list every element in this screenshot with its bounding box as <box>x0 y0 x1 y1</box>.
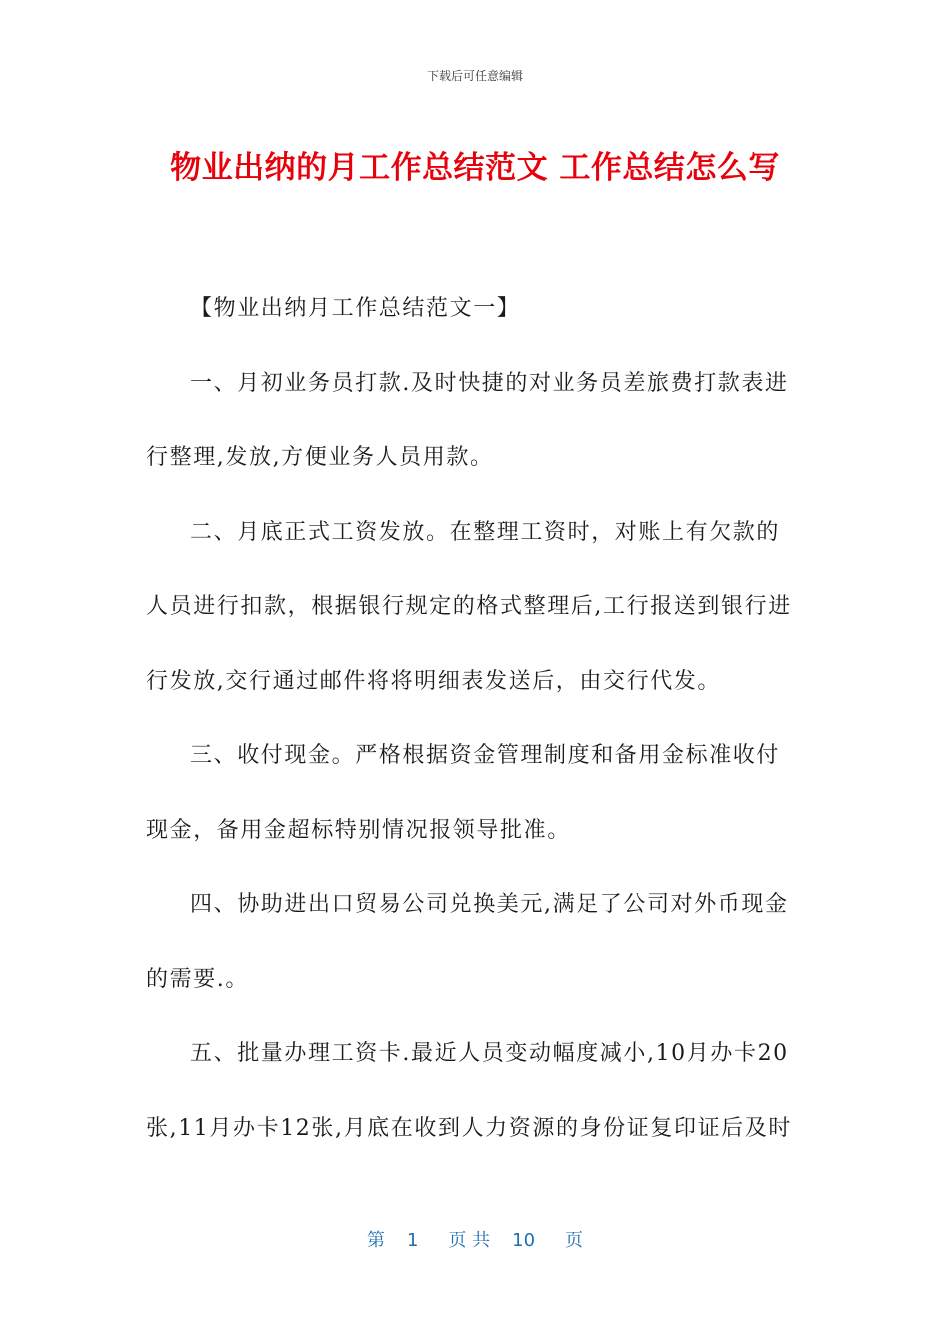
footer-page-prefix: 第 <box>366 1230 385 1251</box>
footer-page-number: 1 <box>406 1230 419 1251</box>
document-body <box>146 272 806 1166</box>
body-line: 四、协助进出口贸易公司兑换美元,满足了公司对外币现金 <box>190 892 789 917</box>
body-line: 行发放,交行通过邮件将将明细表发送后，由交行代发。 <box>146 668 721 694</box>
footer-total-pages: 10 <box>512 1230 536 1251</box>
body-line: 【物业出纳月工作总结范文一】 <box>190 296 521 321</box>
body-line: 二、月底正式工资发放。在整理工资时，对账上有欠款的 <box>190 519 781 545</box>
footer-page-middle: 页 共 <box>448 1230 491 1251</box>
body-line: 一、月初业务员打款.及时快捷的对业务员差旅费打款表进 <box>190 370 789 396</box>
body-line: 人员进行扣款，根据银行规定的格式整理后,工行报送到银行进 <box>146 594 792 619</box>
footer-page-suffix: 页 <box>565 1230 584 1251</box>
body-line: 张,11月办卡12张,月底在收到人力资源的身份证复印证后及时 <box>146 1115 792 1141</box>
header-note: 下载后可任意编辑 <box>426 69 523 83</box>
body-line: 五、批量办理工资卡.最近人员变动幅度减小,10月办卡20 <box>190 1041 789 1066</box>
body-line: 行整理,发放,方便业务人员用款。 <box>146 445 494 470</box>
body-line: 三、收付现金。严格根据资金管理制度和备用金标准收付 <box>190 743 781 768</box>
document-title: 物业出纳的月工作总结范文 工作总结怎么写 <box>170 150 780 186</box>
page-footer <box>0 1226 950 1252</box>
body-line: 现金，备用金超标特别情况报领导批准。 <box>146 817 571 843</box>
body-line: 的需要.。 <box>146 966 249 992</box>
